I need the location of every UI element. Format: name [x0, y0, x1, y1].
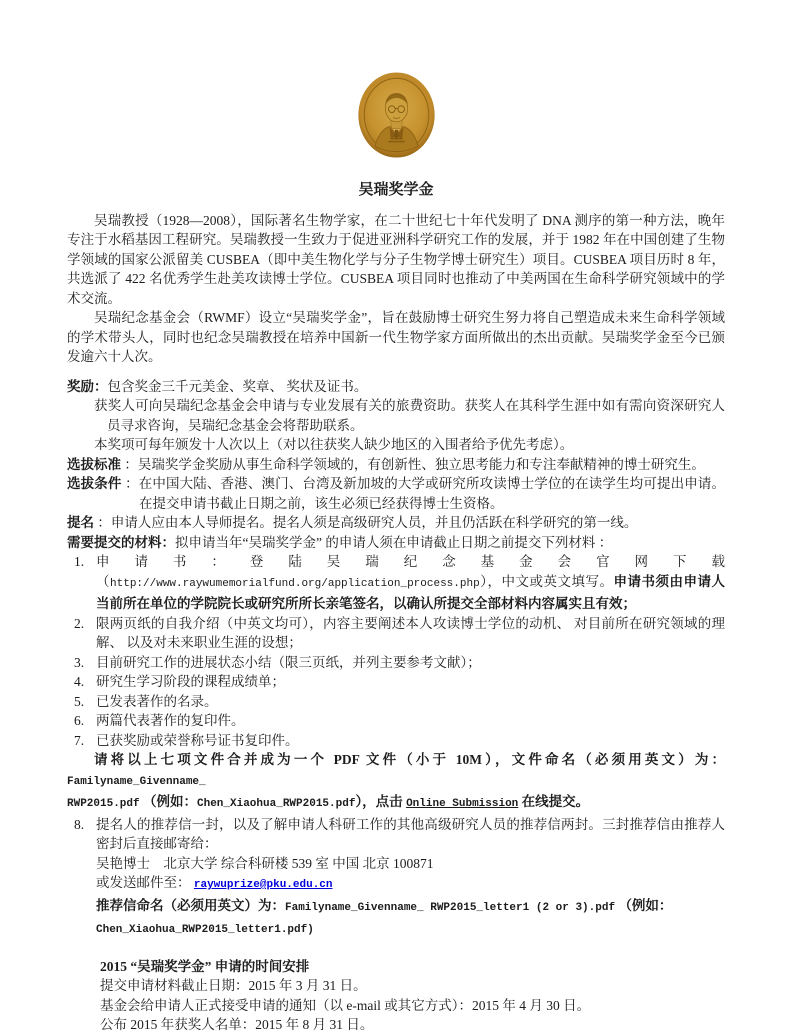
text-segment: 请将以上七项文件合并成为一个 PDF 文件（小于 10M），文件命名（必须用英文）为： — [94, 752, 725, 767]
text-segment: RWP2015.pdf — [67, 798, 140, 810]
materials-list — [67, 552, 725, 941]
text-segment: Chen_Xiaohua_RWP2015.pdf — [197, 798, 356, 810]
award-section-line — [67, 377, 725, 397]
text-segment: 目前研究工作的进展状态小结（限三页纸，并列主要参考文献）； — [96, 654, 481, 670]
schedule-heading: 2015 “吴瑞奖学金” 申请的时间安排 — [100, 958, 310, 974]
item-text — [96, 674, 285, 689]
text-segment: 推荐信命名（必须用英文）为： — [96, 897, 285, 913]
material-item-1 — [67, 552, 725, 614]
item-text — [96, 554, 725, 611]
item-text — [96, 694, 218, 709]
text-segment: 或发送邮件至： — [96, 875, 194, 890]
text-segment: 提名 — [67, 515, 98, 530]
selection-criteria-line — [67, 455, 725, 475]
ray-wu-medal-icon — [357, 72, 436, 160]
text-segment: （例如： — [139, 794, 197, 809]
item-text — [96, 616, 725, 651]
material-item-7 — [67, 731, 725, 751]
text-segment: ），中文或英文填写。 — [479, 573, 614, 589]
intro-paragraph-1: 吴瑞教授（1928—2008），国际著名生物学家，在二十世纪七十年代发明了 DNA 测序的第一种方法，晚年专注于水稻基因工程研究。吴瑞教授一生致力于促进亚洲科学研究工作的发展，并于 1982 年在中国创建了生物学领域的国家公派留美 CUSBEA（即中美生物化学与分子生物学博士研究生）项目。CUSBEA 项目历时 8 年，共选派了 422 名优秀学生赴美攻读博士学位。CUSBEA 项目同时也推动了中美两国在生命科学研究领域中的学术交流。 — [67, 212, 725, 306]
award-quota-note: 本奖项可每年颁发十人次以上（对以往获奖人缺少地区的入围者给予优先考虑）。 — [94, 437, 574, 452]
item-text — [96, 733, 299, 748]
material-item-2 — [67, 614, 725, 653]
text-segment: 申请书：登陆吴瑞纪念基金会官网下载（ — [96, 554, 725, 589]
item-number: 3. — [74, 654, 85, 670]
text-segment: 申请书须由申请人当前所在单位的学院院长或研究所所长亲笔签名，以确认所提交全部材料内容属实且有效； — [96, 573, 726, 611]
pdf-merge-note-line-1 — [67, 750, 725, 792]
text-segment: ：申请人应由本人导师提名。提名人须是高级研究人员，并且仍活跃在科学研究的第一线。 — [97, 515, 638, 530]
materials-heading — [67, 533, 725, 553]
award-travel-note: 获奖人可向吴瑞纪念基金会申请与专业发展有关的旅费资助。获奖人在其科学生涯中如有需向资深研究人员寻求咨询，吴瑞纪念基金会将帮助联系。 — [94, 398, 725, 433]
material-item-4 — [67, 672, 725, 692]
text-segment: ），点击 — [355, 794, 407, 809]
selection-condition-line — [67, 474, 725, 513]
text-segment: 选拔标准 — [67, 456, 121, 472]
item-number: 6. — [74, 713, 85, 728]
text-segment: Familyname_Givenname_ RWP2015_letter1 (2 or 3).pdf — [285, 901, 616, 914]
text-segment: 研究生学习阶段的课程成绩单； — [96, 674, 285, 689]
intro-paragraph-2: 吴瑞纪念基金会（RWMF）设立“吴瑞奖学金”，旨在鼓励博士研究生努力将自己塑造成未来生命科学领域的学术带头人，同时也纪念吴瑞教授在培养中国新一代生物学家方面所做出的杰出贡献。吴瑞奖学金至今已颁发逾六十人次。 — [67, 310, 725, 364]
text-segment: Familyname_Givenname_ — [67, 775, 206, 788]
text-segment: ：在中国大陆、香港、澳门、台湾及新加坡的大学或研究所攻读博士学位的在读学生均可提出申请。在提交申请书截止日期之前，该生必须已经获得博士生资格。 — [121, 476, 726, 511]
schedule-deadline: 提交申请材料截止日期：2015 年 3 月 31 日。 — [100, 978, 367, 993]
item-number: 2. — [74, 615, 85, 631]
material-item-6 — [67, 711, 725, 731]
text-segment: 包含奖金三千元美金、奖章、 奖状及证书。 — [107, 378, 368, 394]
item-number: 7. — [74, 732, 85, 748]
text-segment: 需要提交的材料： — [67, 534, 175, 550]
email-link[interactable]: raywuprize@pku.edu.cn — [193, 879, 333, 891]
item-text — [96, 713, 245, 728]
text-segment: 限两页纸的自我介绍（中英文均可），内容主要阐述本人攻读博士学位的动机、 对目前所在研究领域的理解、 以及对未来职业生涯的设想； — [96, 615, 725, 650]
mailing-address: 吴艳博士 北京大学 综合科研楼 539 室 中国 北京 100871 — [96, 855, 434, 871]
item-text — [96, 655, 481, 670]
text-segment: （例如： — [615, 897, 673, 913]
material-item-5 — [67, 692, 725, 712]
text-segment: 在线提交。 — [518, 794, 590, 809]
item-number: 8. — [74, 816, 85, 832]
section-gap — [67, 367, 725, 377]
item-text — [96, 817, 725, 852]
item-number: 4. — [74, 674, 85, 689]
material-item-3 — [67, 653, 725, 673]
text-segment: 已发表著作的名录。 — [96, 693, 218, 709]
email-line — [67, 873, 725, 896]
text-segment: 奖励： — [67, 378, 108, 394]
page-title: 吴瑞奖学金 — [358, 181, 434, 198]
item-number: 1. — [74, 554, 85, 569]
text-segment: 两篇代表著作的复印件。 — [96, 713, 245, 728]
text-segment: ：吴瑞奖学金奖励从事生命科学领域的，有创新性、独立思考能力和专注奉献精神的博士研究生。 — [121, 456, 705, 472]
item-number: 5. — [74, 693, 85, 709]
text-segment: 提名人的推荐信一封，以及了解申请人科研工作的其他高级研究人员的推荐信两封。三封推荐信由推荐人密封后直接邮寄给： — [96, 816, 725, 851]
medal-container — [67, 72, 725, 166]
text-segment: 拟申请当年“吴瑞奖学金” 的申请人须在申请截止日期之前提交下列材料 ： — [175, 534, 613, 550]
online-submission-link[interactable]: Online Submission — [406, 798, 519, 810]
text-segment: 已获奖励或荣誉称号证书复印件。 — [96, 732, 299, 748]
material-item-8 — [67, 815, 725, 854]
text-segment: 选拔条件 — [67, 476, 122, 491]
nomination-line — [67, 513, 725, 533]
text-segment: http://www.raywumemorialfund.org/application_process.php — [110, 577, 480, 590]
schedule-section — [67, 957, 725, 1035]
letter-naming-line-2 — [67, 918, 725, 941]
schedule-announcement: 公布 2015 年获奖人名单：2015 年 8 月 31 日。 — [100, 1017, 374, 1032]
schedule-notification: 基金会给申请人正式接受申请的通知（以 e-mail 或其它方式）：2015 年 4 月 30 日。 — [100, 997, 591, 1013]
letter-naming-line-1 — [67, 896, 725, 919]
pdf-merge-note-line-2 — [67, 792, 725, 815]
text-segment: Chen_Xiaohua_RWP2015_letter1.pdf) — [96, 924, 314, 936]
